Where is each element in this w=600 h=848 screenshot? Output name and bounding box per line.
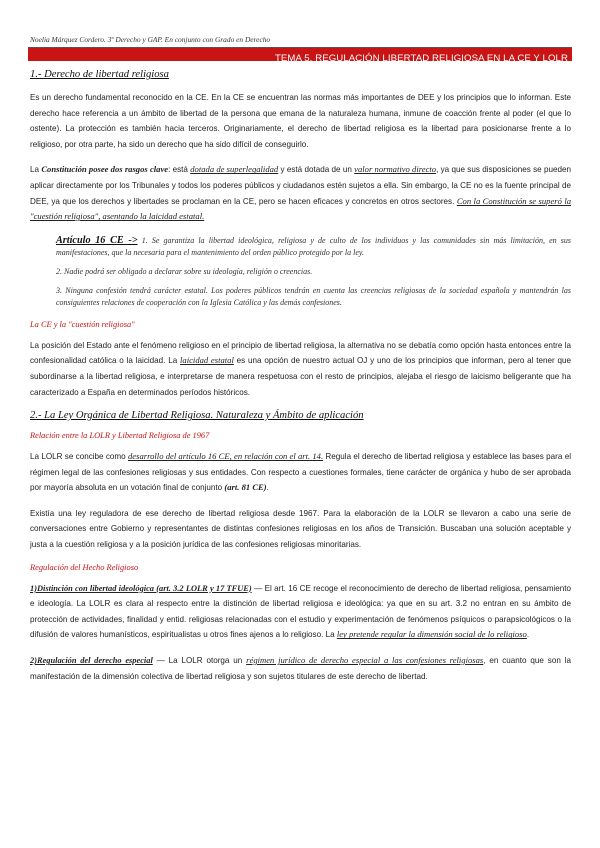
- direct-normative-value-phrase: valor normativo directo: [354, 164, 437, 175]
- section-1-paragraph-3: La posición del Estado ante el fenómeno religioso en el principio de libertad religiosa, la alternativa no se debatía como opción hasta entonces entre la confesionalidad católica o la laicidad. La laicidad estatal es una opción de nuestro actual OJ y uno de los principios que informan, pero al tener que subordinarse a la libertad religiosa, e interpretarse de manera respetuosa con el resto de principios, alejaba el riesgo de laicismo beligerante que ha caracterizado a España en determinados períodos históricos.: [30, 340, 572, 397]
- document-body: [30, 69, 571, 694]
- article-16-label: Artículo 16 CE ->: [56, 234, 138, 246]
- document-title: TEMA 5. REGULACIÓN LIBERTAD RELIGIOSA EN LA CE Y LOLR: [274, 53, 568, 64]
- article-16-point-1: Artículo 16 CE -> 1. Se garantiza la libertad ideológica, religiosa y de culto de los individuos y las comunidades sin más limitación, en sus manifestaciones, que la necesaria para el mantenimiento del orden público protegido por la ley.: [56, 234, 571, 258]
- article-16-point-2: 2. Nadie podrá ser obligado a declarar sobre su ideología, religión o creencias.: [56, 266, 313, 276]
- religious-question-phrase: Con la Constitución se superó la "cuestión religiosa", asentando la laicidad estatal.: [30, 195, 571, 222]
- section-1-paragraph-2: La Constitución posee dos rasgos clave: está dotada de superlegalidad y está dotada de un valor normativo directo, ya que sus disposiciones se pueden aplicar directamente por los Tribunales y todos los poderes públicos y ciudadanos estén sujetos a ella. Sin embargo, la CE no es la fuente principal de DEE, ya que los derechos y libertades se proclaman en la CE, pero se hacen eficaces y concretos en otros sectores. Con la Constitución se superó la "cuestión religiosa", asentando la laicidad estatal.: [30, 164, 571, 222]
- section-2-paragraph-4: 2)Regulación del derecho especial — La LOLR otorga un régimen jurídico de derecho especial a las confesiones religiosas, en cuanto que son la manifestación de la dimensión colectiva de libertad religiosa y son sujetos titulares de este derecho de libertad.: [30, 655, 571, 681]
- secular-state-phrase: laicidad estatal: [180, 355, 234, 366]
- section-2-paragraph-1: La LOLR se concibe como desarrollo del artículo 16 CE, en relación con el art. 14. Regula el derecho de libertad religiosa y establece las bases para el régimen legal de las confesiones religiosas y sus entidades. Con respecto a cuestiones formales, tiene carácter de orgánica y hubo de ser aprobada por mayoría absoluta en un votación final de conjunto (art. 81 CE).: [30, 451, 571, 493]
- ideological-freedom-distinction: 1)Distinción con libertad ideológica (art. 3.2 LOLR y 17 TFUE): [30, 583, 252, 593]
- social-dimension-phrase: ley pretende regular la dimensión social de lo religioso: [336, 629, 527, 640]
- article-16-quote: [56, 235, 571, 310]
- section-1-heading: 1.- Derecho de libertad religiosa: [30, 69, 169, 80]
- section-2-heading: 2.- La Ley Orgánica de Libertad Religiosa. Naturaleza y Ámbito de aplicación: [30, 410, 364, 422]
- subheading-lolr-1967: Relación entre la LOLR y Libertad Religiosa de 1967: [30, 431, 210, 441]
- development-article-phrase: desarrollo del artículo 16 CE, en relación con el art. 14.: [128, 451, 324, 462]
- key-features-phrase: Constitución posee dos rasgos clave: [41, 164, 169, 175]
- article-81-reference: (art. 81 CE): [224, 482, 267, 493]
- subheading-ce-religious-question: La CE y la "cuestión religiosa": [30, 319, 135, 329]
- special-law-heading: 2)Regulación del derecho especial: [30, 656, 153, 666]
- section-2-paragraph-3: 1)Distinción con libertad ideológica (art. 3.2 LOLR y 17 TFUE) — El art. 16 CE recoge el reconocimiento de derecho de libertad religiosa, pensamiento e ideología. La LOLR es clara al respecto entre la distinción de libertad religiosa e ideológica: ya que en su art. 3.2 no entran en su ámbito de protección de actividades, finalidad y entid. religiosas relacionadas con el estudio y experimentación de fenómenos psíquicos o parapsicológicos o la difusión de valores humanísticos, espiritualistas u otros fines ajenos a lo religioso. La ley pretende regular la dimensión social de lo religioso.: [30, 583, 571, 640]
- author-line: Noelia Márquez Cordero. 3º Derecho y GAP. En conjunto con Grado en Derecho: [30, 35, 271, 44]
- special-legal-regime-phrase: régimen jurídico de derecho especial a las confesiones religiosas: [246, 655, 484, 666]
- subheading-religious-fact: Regulación del Hecho Religioso: [30, 562, 139, 572]
- section-1-paragraph-1: Es un derecho fundamental reconocido en la CE. En la CE se encuentran las normas más importantes de DEE y los principios que lo informan. Este derecho hace referencia a un ámbito de libertad de la persona que emana de la naturaleza humana, inmune de coacción frente al poder (el que lo ostente). La protección es también hacia terceros. Originariamente, el derecho de libertad religiosa es la libertad para posicionarse frente a lo religioso, por otra parte, ha sido un derecho que ha sido difícil de conseguirlo.: [30, 93, 571, 149]
- superlegality-phrase: dotada de superlegalidad: [190, 164, 279, 175]
- article-16-point-3: 3. Ninguna confesión tendrá carácter estatal. Los poderes públicos tendrán en cuenta las creencias religiosas de la sociedad española y mantendrán las consiguientes relaciones de cooperación con la Iglesia Católica y las demás confesiones.: [56, 285, 571, 308]
- section-2-paragraph-2: Existía una ley reguladora de ese derecho de libertad religiosa desde 1967. Para la elaboración de la LOLR se llevaron a cabo una serie de conversaciones entre Gobierno y representantes de distintas confesiones religiosas en los años de Transición. Buscaban una solución aceptable y justa a la cuestión religiosa y a la posición jurídica de las confesiones religiosas minoritarias.: [30, 508, 571, 550]
- title-bar: [28, 47, 572, 64]
